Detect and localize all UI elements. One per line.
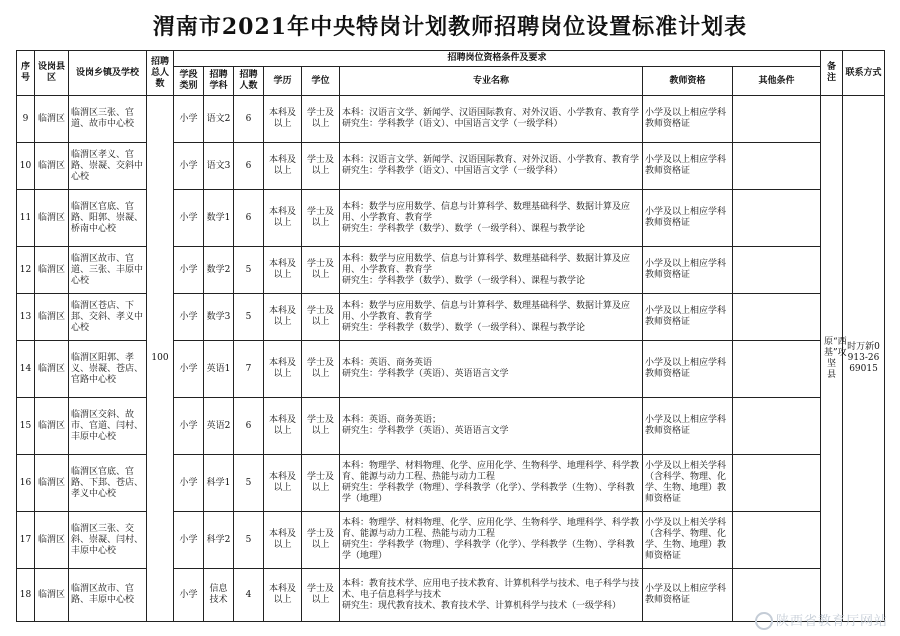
cell-town: 临渭区官底、官路、下邽、苍店、孝义中心校 (69, 455, 147, 512)
cell-seq: 13 (17, 294, 35, 341)
header-seq: 序号 (17, 51, 35, 96)
cell-count: 4 (234, 569, 264, 622)
cell-seq: 12 (17, 247, 35, 294)
cell-seq: 17 (17, 512, 35, 569)
cell-education: 本科及以上 (264, 569, 302, 622)
cell-county: 临渭区 (35, 143, 69, 190)
cell-contact: 时万新0913-2669015 (843, 96, 885, 622)
header-town: 设岗乡镇及学校 (69, 51, 147, 96)
cell-seq: 10 (17, 143, 35, 190)
cell-count: 7 (234, 341, 264, 398)
cell-level: 小学 (174, 341, 204, 398)
cell-count: 5 (234, 294, 264, 341)
cell-seq: 16 (17, 455, 35, 512)
cell-level: 小学 (174, 143, 204, 190)
cell-county: 临渭区 (35, 341, 69, 398)
cell-town: 临渭区苍店、下邽、交斜、孝义中心校 (69, 294, 147, 341)
header-county: 设岗县区 (35, 51, 69, 96)
cell-level: 小学 (174, 569, 204, 622)
cell-other (733, 341, 821, 398)
cell-town: 临渭区三张、官道、故市中心校 (69, 96, 147, 143)
cell-qualification: 小学及以上相应学科教师资格证 (643, 341, 733, 398)
header-education: 学历 (264, 67, 302, 96)
cell-town: 临渭区阳郭、孝义、崇凝、苍店、官路中心校 (69, 341, 147, 398)
cell-qualification: 小学及以上相关学科（含科学、物理、化学、生物、地理）教师资格证 (643, 455, 733, 512)
cell-education: 本科及以上 (264, 341, 302, 398)
cell-education: 本科及以上 (264, 398, 302, 455)
header-count: 招聘人数 (234, 67, 264, 96)
cell-qualification: 小学及以上相应学科教师资格证 (643, 398, 733, 455)
header-major: 专业名称 (340, 67, 643, 96)
cell-qualification: 小学及以上相关学科（含科学、物理、化学、生物、地理）教师资格证 (643, 512, 733, 569)
cell-town: 临渭区官底、官路、阳郭、崇凝、桥南中心校 (69, 190, 147, 247)
cell-qualification: 小学及以上相应学科教师资格证 (643, 96, 733, 143)
cell-seq: 15 (17, 398, 35, 455)
cell-subject: 科学2 (204, 512, 234, 569)
cell-subject: 科学1 (204, 455, 234, 512)
cell-qualification: 小学及以上相应学科教师资格证 (643, 294, 733, 341)
cell-count: 6 (234, 398, 264, 455)
cell-other (733, 455, 821, 512)
cell-count: 5 (234, 455, 264, 512)
cell-county: 临渭区 (35, 96, 69, 143)
cell-education: 本科及以上 (264, 294, 302, 341)
cell-degree: 学士及以上 (302, 247, 340, 294)
cell-county: 临渭区 (35, 455, 69, 512)
cell-education: 本科及以上 (264, 96, 302, 143)
watermark-logo-icon (755, 612, 773, 630)
cell-education: 本科及以上 (264, 512, 302, 569)
cell-other (733, 96, 821, 143)
cell-major: 本科：物理学、材料物理、化学、应用化学、生物科学、地理科学、科学教育、能源与动力工程、热能与动力工程 研究生：学科教学（物理）、学科教学（化学）、学科教学（生物）、学科教学（地理） (340, 455, 643, 512)
cell-subject: 数学2 (204, 247, 234, 294)
cell-count: 5 (234, 247, 264, 294)
cell-other (733, 247, 821, 294)
cell-degree: 学士及以上 (302, 341, 340, 398)
cell-degree: 学士及以上 (302, 455, 340, 512)
cell-other (733, 143, 821, 190)
cell-county: 临渭区 (35, 569, 69, 622)
recruitment-table (16, 50, 885, 622)
header-contact: 联系方式 (843, 51, 885, 96)
header-degree: 学位 (302, 67, 340, 96)
cell-total: 100 (147, 96, 174, 622)
cell-county: 临渭区 (35, 190, 69, 247)
cell-seq: 11 (17, 190, 35, 247)
cell-subject: 数学1 (204, 190, 234, 247)
cell-level: 小学 (174, 190, 204, 247)
table-row (17, 96, 885, 143)
cell-major: 本科：汉语言文学、新闻学、汉语国际教育、对外汉语、小学教育、教育学 研究生：学科教学（语文）、中国语言文学（一级学科） (340, 143, 643, 190)
header-total: 招聘总人数 (147, 51, 174, 96)
cell-qualification: 小学及以上相应学科教师资格证 (643, 143, 733, 190)
cell-count: 5 (234, 512, 264, 569)
cell-level: 小学 (174, 512, 204, 569)
table-body (17, 96, 885, 622)
header-level: 学段类别 (174, 67, 204, 96)
cell-count: 6 (234, 143, 264, 190)
cell-count: 6 (234, 96, 264, 143)
cell-major: 本科：数学与应用数学、信息与计算科学、数理基础科学、数据计算及应用、小学教育、教育学 研究生：学科教学（数学）、数学（一级学科）、课程与教学论 (340, 247, 643, 294)
cell-subject: 信息技术 (204, 569, 234, 622)
watermark (755, 610, 888, 631)
cell-education: 本科及以上 (264, 455, 302, 512)
cell-town: 临渭区交斜、故市、官道、闫村、丰原中心校 (69, 398, 147, 455)
cell-county: 临渭区 (35, 247, 69, 294)
cell-major: 本科：汉语言文学、新闻学、汉语国际教育、对外汉语、小学教育、教育学 研究生：学科教学（语文）、中国语言文学（一级学科） (340, 96, 643, 143)
cell-level: 小学 (174, 455, 204, 512)
header-subject: 招聘学科 (204, 67, 234, 96)
cell-major: 本科：数学与应用数学、信息与计算科学、数理基础科学、数据计算及应用、小学教育、教育学 研究生：学科教学（数学）、数学（一级学科）、课程与教学论 (340, 190, 643, 247)
cell-level: 小学 (174, 247, 204, 294)
cell-education: 本科及以上 (264, 143, 302, 190)
cell-major: 本科：数学与应用数学、信息与计算科学、数理基础科学、数据计算及应用、小学教育、教育学 研究生：学科教学（数学）、数学（一级学科）、课程与教学论 (340, 294, 643, 341)
cell-town: 临渭区孝义、官路、崇凝、交斜中心校 (69, 143, 147, 190)
cell-other (733, 512, 821, 569)
cell-other (733, 398, 821, 455)
cell-subject: 语文3 (204, 143, 234, 190)
cell-seq: 18 (17, 569, 35, 622)
cell-seq: 9 (17, 96, 35, 143)
cell-county: 临渭区 (35, 398, 69, 455)
header-other: 其他条件 (733, 67, 821, 96)
watermark-text: 陕西省教育厅网站 (775, 613, 888, 629)
cell-degree: 学士及以上 (302, 512, 340, 569)
cell-note: 原“西基”攻坚县 (821, 96, 843, 622)
cell-town: 临渭区故市、官路、丰原中心校 (69, 569, 147, 622)
cell-county: 临渭区 (35, 512, 69, 569)
cell-qualification: 小学及以上相应学科教师资格证 (643, 569, 733, 622)
cell-qualification: 小学及以上相应学科教师资格证 (643, 190, 733, 247)
header-note: 备注 (821, 51, 843, 96)
cell-county: 临渭区 (35, 294, 69, 341)
cell-degree: 学士及以上 (302, 294, 340, 341)
cell-town: 临渭区故市、官道、三张、丰原中心校 (69, 247, 147, 294)
cell-town: 临渭区三张、交斜、崇凝、闫村、丰原中心校 (69, 512, 147, 569)
cell-count: 6 (234, 190, 264, 247)
cell-major: 本科：教育技术学、应用电子技术教育、计算机科学与技术、电子科学与技术、电子信息科学与技术 研究生：现代教育技术、教育技术学、计算机科学与技术（一级学科） (340, 569, 643, 622)
cell-subject: 英语1 (204, 341, 234, 398)
cell-level: 小学 (174, 294, 204, 341)
cell-degree: 学士及以上 (302, 190, 340, 247)
cell-level: 小学 (174, 398, 204, 455)
cell-other (733, 190, 821, 247)
cell-other (733, 294, 821, 341)
header-requirements: 招聘岗位资格条件及要求 (174, 51, 821, 67)
cell-level: 小学 (174, 96, 204, 143)
cell-degree: 学士及以上 (302, 398, 340, 455)
cell-education: 本科及以上 (264, 247, 302, 294)
cell-subject: 语文2 (204, 96, 234, 143)
cell-major: 本科：英语、商务英语； 研究生：学科教学（英语）、英语语言文学 (340, 398, 643, 455)
cell-major: 本科：英语、商务英语 研究生：学科教学（英语）、英语语言文学 (340, 341, 643, 398)
cell-major: 本科：物理学、材料物理、化学、应用化学、生物科学、地理科学、科学教育、能源与动力工程、热能与动力工程 研究生：学科教学（物理）、学科教学（化学）、学科教学（生物）、学科教学（地理） (340, 512, 643, 569)
cell-degree: 学士及以上 (302, 96, 340, 143)
cell-degree: 学士及以上 (302, 143, 340, 190)
cell-subject: 数学3 (204, 294, 234, 341)
cell-seq: 14 (17, 341, 35, 398)
header-qualification: 教师资格 (643, 67, 733, 96)
cell-qualification: 小学及以上相应学科教师资格证 (643, 247, 733, 294)
cell-subject: 英语2 (204, 398, 234, 455)
cell-degree: 学士及以上 (302, 569, 340, 622)
page-title: 渭南市2021年中央特岗计划教师招聘岗位设置标准计划表 (152, 14, 748, 40)
cell-education: 本科及以上 (264, 190, 302, 247)
